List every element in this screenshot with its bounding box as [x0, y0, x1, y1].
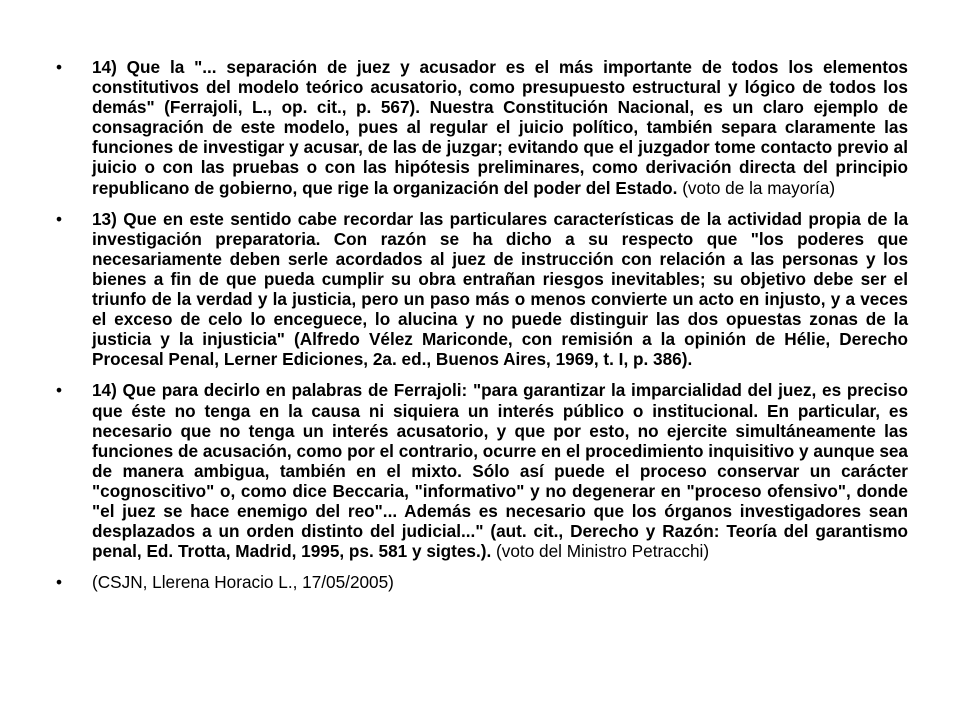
bullet-icon: • [56, 572, 63, 593]
bullet-vote-note: (voto del Ministro Petracchi) [491, 541, 710, 562]
bullet-bold-text: 14) Que la "... separación de juez y acusador es el más importante de todos los elementos constitutivos del modelo teórico acusatorio, como presupuesto estructural y lógico de todos los demás" (Ferrajoli, L., op. cit., p. 567). Nuestra Constitución Nacional, es un claro ejemplo de consagración de este modelo, pues al regular el juicio político, también separa claramente las funciones de investigar y acusar, de las de juzgar; evitando que el juzgador tome contacto previo al juicio o con las pruebas o con las hipótesis preliminares, como derivación directa del principio republicano de gobierno, que rige la organización del poder del Estado. [92, 57, 908, 198]
bullet-item-3 [56, 380, 908, 561]
bullet-icon: • [56, 380, 63, 401]
bullet-icon: • [56, 208, 63, 229]
bullet-bold-text: 14) Que para decirlo en palabras de Ferrajoli: "para garantizar la imparcialidad del juez, es preciso que éste no tenga en la causa ni siquiera un interés público o institucional. En particular, es necesario que no tenga un interés acusatorio, y que por esto, no ejercite simultáneamente las funciones de acusación, como por el contrario, ocurre en el procedimiento inquisitivo y aunque sea de manera ambigua, también en el mixto. Sólo así puede el proceso conservar un carácter "cognoscitivo" o, como dice Beccaria, "informativo" y no degenerar en "proceso ofensivo", donde "el juez se hace enemigo del reo"... Además es necesario que los órganos investigadores sean desplazados a un orden distinto del judicial..." (aut. cit., Derecho y Razón: Teoría del garantismo penal, Ed. Trotta, Madrid, 1995, ps. 581 y sigtes.). [92, 380, 908, 562]
bullet-icon: • [56, 57, 63, 77]
bullet-item-2 [56, 209, 908, 370]
bullet-item-4 [56, 572, 908, 592]
bullet-vote-note: (voto de la mayoría) [677, 177, 836, 198]
bullet-bold-text: 13) Que en este sentido cabe recordar las particulares características de la actividad propia de la investigación preparatoria. Con razón se ha dicho a su respecto que "los poderes que necesariamente deben serle acordados al juez de instrucción con relación a las personas y los bienes a fin de que pueda cumplir su obra entrañan riesgos inevitables; su objetivo debe ser el triunfo de la verdad y la justicia, pero un paso más o menos convierte un acto en injusto, y a veces el exceso de celo lo enceguece, lo alucina y no puede distinguir las dos opuestas zonas de la justicia y la injusticia" (Alfredo Vélez Mariconde, con remisión a la opinión de Hélie, Derecho Procesal Penal, Lerner Ediciones, 2a. ed., Buenos Aires, 1969, t. I, p. 386). [92, 208, 908, 370]
citation-text: (CSJN, Llerena Horacio L., 17/05/2005) [92, 572, 394, 593]
bullet-list [56, 57, 908, 592]
bullet-item-1 [56, 57, 908, 198]
